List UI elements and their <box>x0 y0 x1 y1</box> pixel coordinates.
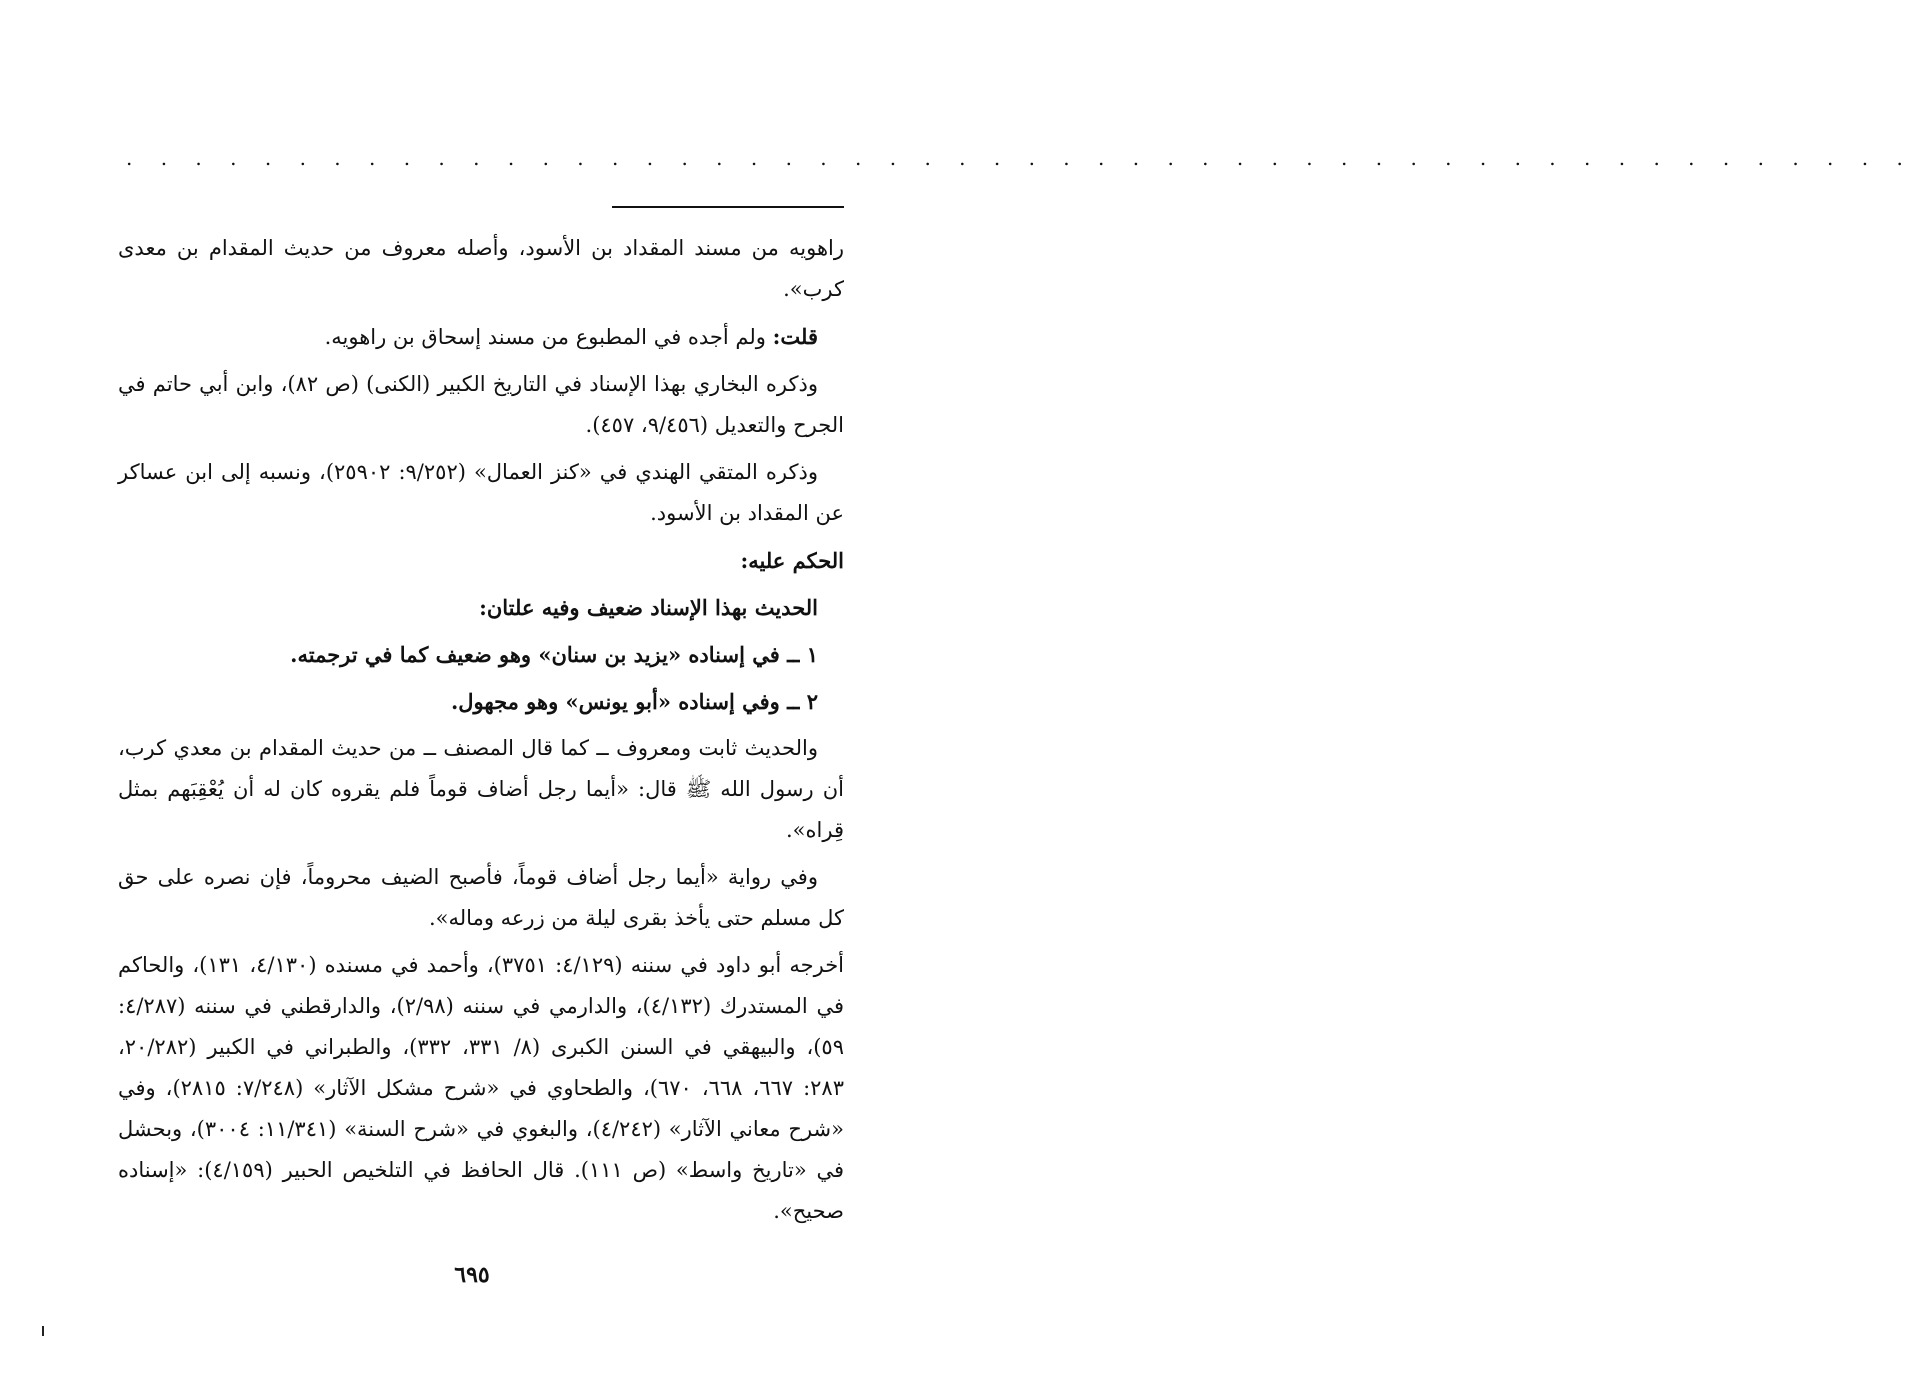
section-heading: الحكم عليه: <box>740 548 844 573</box>
page-body <box>118 228 844 1238</box>
list-item-1: ١ ــ في إسناده «يزيد بن سنان» وهو ضعيف كما في ترجمته. <box>290 642 818 667</box>
paragraph-2 <box>118 316 844 358</box>
qult-label: قلت: <box>772 324 818 349</box>
list-item-2: ٢ ــ وفي إسناده «أبو يونس» وهو مجهول. <box>450 689 818 714</box>
paragraph-5: الحديث بهذا الإسناد ضعيف وفيه علتان: <box>479 595 818 620</box>
paragraph-7: وفي رواية «أيما رجل أضاف قوماً، فأصبح الضيف محروماً، فإن نصره على حق كل مسلم حتى يأخذ بقرى ليلة من زرعه وماله». <box>118 865 844 930</box>
page-number: ٦٩٥ <box>454 1262 490 1288</box>
paragraph-2-text: ولم أجده في المطبوع من مسند إسحاق بن راهويه. <box>324 325 773 349</box>
footnote-rule <box>612 206 844 208</box>
paragraph-4: وذكره المتقي الهندي في «كنز العمال» (٩/٢٥٢: ٢٥٩٠٢)، ونسبه إلى ابن عساكر عن المقداد بن الأسود. <box>118 460 844 525</box>
scan-mark <box>42 1326 44 1336</box>
paragraph-3: وذكره البخاري بهذا الإسناد في التاريخ الكبير (الكنى) (ص ٨٢)، وابن أبي حاتم في الجرح والتعديل (٩/٤٥٦، ٤٥٧). <box>118 372 844 437</box>
paragraph-6: والحديث ثابت ومعروف ــ كما قال المصنف ــ من حديث المقدام بن معدي كرب، أن رسول الله ﷺ قال: «أيما رجل أضاف قوماً فلم يقروه كان له أن يُعْقِبَهم بمثل قِراه». <box>118 736 844 842</box>
separator-dots: . . . . . . . . . . . . . . . . . . . . . . . . . . . . . . . . . . . . . . . . . . . . . . . . . . . . <box>126 146 1914 170</box>
paragraph-8: أخرجه أبو داود في سننه (٤/١٢٩: ٣٧٥١)، وأحمد في مسنده (٤/١٣٠، ١٣١)، والحاكم في المستدرك (٤/١٣٢)، والدارمي في سننه (٢/٩٨)، والدارقطني في سننه (٤/٢٨٧: ٥٩)، والبيهقي في السنن الكبرى (٨/ ٣٣١، ٣٣٢)، والطبراني في الكبير (٢٠/٢٨٢، ٢٨٣: ٦٦٧، ٦٦٨، ٦٧٠)، والطحاوي في «شرح مشكل الآثار» (٧/٢٤٨: ٢٨١٥)، وفي «شرح معاني الآثار» (٤/٢٤٢)، والبغوي في «شرح السنة» (١١/٣٤١: ٣٠٠٤)، وبحشل في «تاريخ واسط» (ص ١١١). قال الحافظ في التلخيص الحبير (٤/١٥٩): «إسناده صحيح». <box>118 953 845 1223</box>
paragraph-1: راهويه من مسند المقداد بن الأسود، وأصله معروف من حديث المقدام بن معدى كرب». <box>118 236 844 301</box>
